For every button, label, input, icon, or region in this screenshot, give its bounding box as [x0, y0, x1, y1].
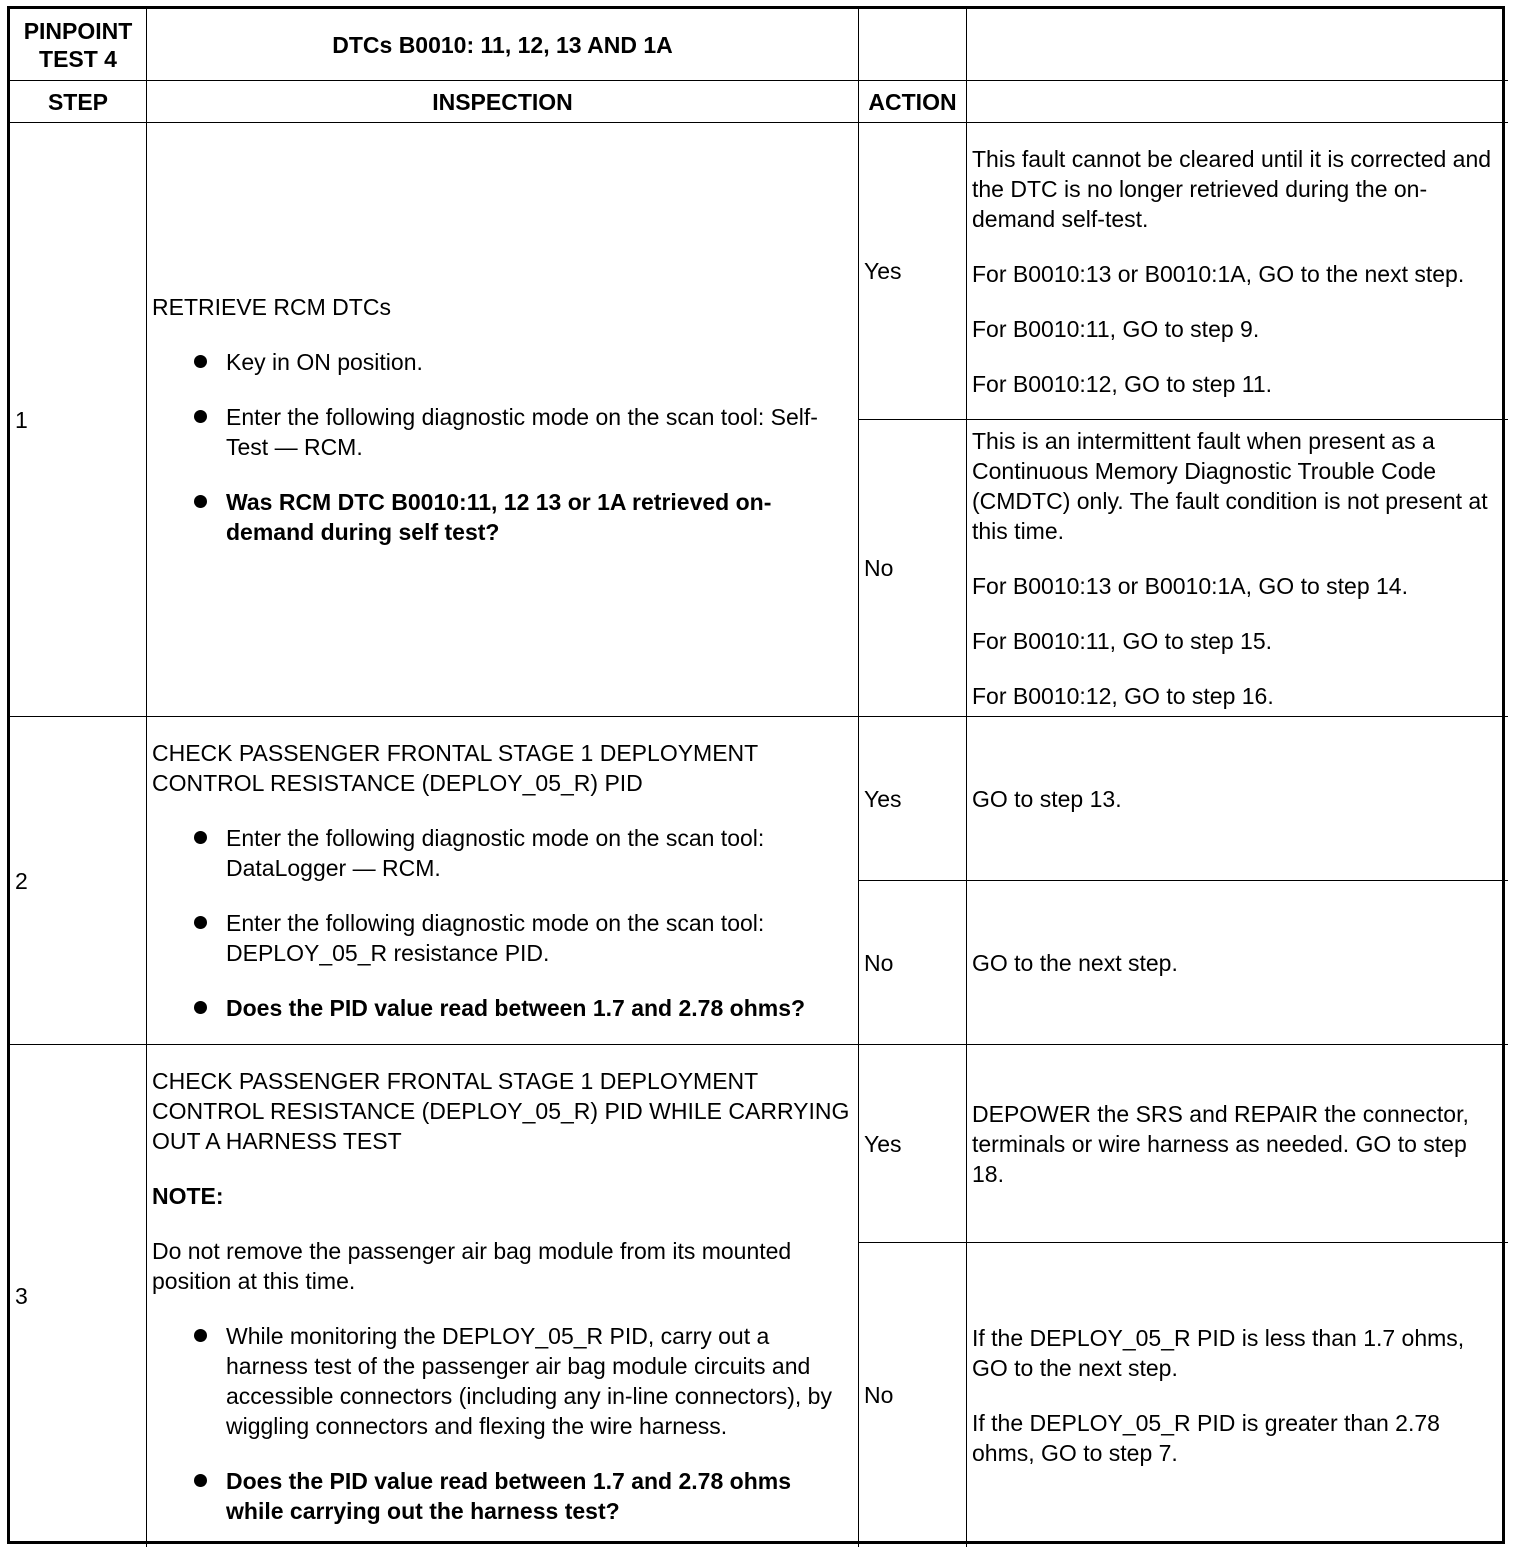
- step-heading: RETRIEVE RCM DTCs: [152, 294, 391, 320]
- no-result: [967, 881, 1508, 1045]
- step-3-inspection: [147, 1045, 859, 1547]
- bullet-item: While monitoring the DEPLOY_05_R PID, carry out a harness test of the passenger air bag module circuits and accessible connectors (including any in-line connectors), by wiggling connectors and flexing the wire harness.: [226, 1321, 853, 1441]
- bullet-item: Enter the following diagnostic mode on the scan tool: Self-Test — RCM.: [226, 402, 853, 462]
- no-label: [859, 881, 967, 1045]
- table-title-text: DTCs B0010: 11, 12, 13 AND 1A: [332, 31, 673, 58]
- yes-label: [859, 123, 967, 420]
- step-number: [10, 123, 147, 717]
- no-result: [967, 1243, 1508, 1547]
- col-header-action-text: ACTION: [868, 88, 957, 115]
- note-label: NOTE:: [152, 1183, 224, 1209]
- step-number-text: 1: [15, 406, 28, 433]
- bullet-item: Enter the following diagnostic mode on the scan tool: DataLogger — RCM.: [226, 823, 853, 883]
- result-text: If the DEPLOY_05_R PID is less than 1.7 ohms, GO to the next step.: [972, 1324, 1465, 1381]
- no-label-text: No: [864, 1382, 894, 1408]
- note-text: Do not remove the passenger air bag module from its mounted position at this time.: [152, 1238, 792, 1294]
- no-label-text: No: [864, 949, 894, 976]
- result-text: For B0010:11, GO to step 15.: [972, 627, 1273, 654]
- step-2-inspection: [147, 717, 859, 1045]
- step-number: [10, 1045, 147, 1547]
- yes-label-text: Yes: [864, 785, 902, 812]
- col-header-step-text: STEP: [47, 88, 109, 115]
- col-header-inspection: [147, 81, 859, 123]
- pinpoint-label: [10, 9, 147, 81]
- col-header-blank: [967, 81, 1508, 123]
- yes-result: [967, 717, 1508, 881]
- result-text: If the DEPLOY_05_R PID is greater than 2.78 ohms, GO to step 7.: [972, 1409, 1440, 1466]
- step-heading: CHECK PASSENGER FRONTAL STAGE 1 DEPLOYMENT CONTROL RESISTANCE (DEPLOY_05_R) PID: [152, 740, 758, 796]
- result-text: GO to the next step.: [972, 949, 1178, 976]
- step-question: Does the PID value read between 1.7 and 2.78 ohms?: [226, 993, 853, 1023]
- bullet-list: [152, 1321, 853, 1526]
- bullet-list: [152, 823, 853, 1023]
- col-header-action: [859, 81, 967, 123]
- step-1-inspection: [147, 123, 859, 717]
- result-text: DEPOWER the SRS and REPAIR the connector, terminals or wire harness as needed. GO to step 18.: [972, 1100, 1469, 1187]
- result-text: This fault cannot be cleared until it is corrected and the DTC is no longer retrieved during the on-demand self-test.: [972, 145, 1492, 232]
- col-header-inspection-text: INSPECTION: [432, 88, 573, 115]
- yes-result: [967, 1045, 1508, 1243]
- result-text: This is an intermittent fault when present as a Continuous Memory Diagnostic Trouble Code (CMDTC) only. The fault condition is not present at this time.: [972, 427, 1488, 544]
- step-question: Was RCM DTC B0010:11, 12 13 or 1A retrieved on-demand during self test?: [226, 487, 853, 547]
- no-label-text: No: [864, 555, 894, 581]
- header-blank-action: [859, 9, 967, 81]
- yes-label-text: Yes: [864, 258, 902, 284]
- no-label: [859, 1243, 967, 1547]
- yes-label: [859, 1045, 967, 1243]
- result-text: For B0010:13 or B0010:1A, GO to step 14.: [972, 572, 1408, 599]
- header-blank-result: [967, 9, 1508, 81]
- result-text: GO to step 13.: [972, 785, 1122, 812]
- pinpoint-test-table: [7, 6, 1505, 1544]
- step-heading: CHECK PASSENGER FRONTAL STAGE 1 DEPLOYMENT CONTROL RESISTANCE (DEPLOY_05_R) PID WHILE CARRYING OUT A HARNESS TEST: [152, 1068, 850, 1154]
- step-question: Does the PID value read between 1.7 and 2.78 ohms while carrying out the harness test?: [226, 1466, 853, 1526]
- bullet-list: [152, 347, 853, 547]
- table-title: [147, 9, 859, 81]
- no-label: [859, 420, 967, 717]
- yes-result: [967, 123, 1508, 420]
- col-header-step: [10, 81, 147, 123]
- bullet-item: Enter the following diagnostic mode on the scan tool: DEPLOY_05_R resistance PID.: [226, 908, 853, 968]
- pinpoint-text: PINPOINT TEST 4: [23, 17, 133, 72]
- step-number-text: 3: [15, 1283, 28, 1309]
- yes-label: [859, 717, 967, 881]
- bullet-item: Key in ON position.: [226, 347, 853, 377]
- result-text: For B0010:13 or B0010:1A, GO to the next step.: [972, 260, 1465, 287]
- no-result: [967, 420, 1508, 717]
- step-number: [10, 717, 147, 1045]
- result-text: For B0010:12, GO to step 11.: [972, 370, 1273, 397]
- result-text: For B0010:11, GO to step 9.: [972, 315, 1260, 342]
- result-text: For B0010:12, GO to step 16.: [972, 682, 1274, 709]
- yes-label-text: Yes: [864, 1130, 902, 1157]
- step-number-text: 2: [15, 867, 28, 894]
